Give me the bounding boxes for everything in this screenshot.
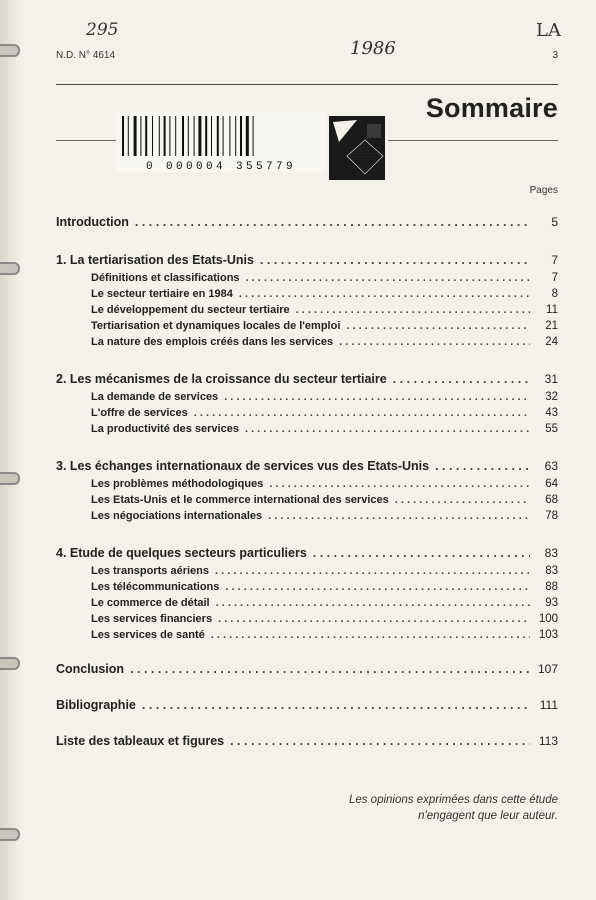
binder-ring	[0, 657, 20, 670]
toc-page-number: 68	[545, 494, 558, 506]
toc-page-number: 113	[538, 734, 558, 748]
toc-page-number: 7	[551, 272, 558, 284]
toc-page-number: 63	[544, 459, 558, 473]
toc-section[interactable]: Les problèmes méthodologiques . . . 64	[91, 478, 558, 490]
title-rule-left	[56, 140, 116, 141]
binder-ring	[0, 44, 20, 57]
toc-page-number: 32	[545, 391, 558, 403]
binder-ring	[0, 262, 20, 275]
barcode	[116, 112, 326, 172]
disclaimer-line-1: Les opinions exprimées dans cette étude	[348, 794, 558, 806]
disclaimer-line-2: n'engagent que leur auteur.	[418, 810, 558, 822]
handwritten-note-right: LA	[536, 20, 561, 41]
toc-section[interactable]: La demande de services . . . 32	[91, 391, 558, 403]
toc-page-number: 24	[545, 336, 558, 348]
toc-section[interactable]: Les négociations internationales . . . 78	[91, 510, 558, 522]
toc-page-number: 64	[545, 478, 558, 490]
toc-section[interactable]: Le secteur tertiaire en 1984 . . . 8	[91, 288, 558, 300]
toc-page-number: 83	[545, 565, 558, 577]
page-number: 3	[552, 50, 558, 61]
toc-page-number: 21	[545, 320, 558, 332]
header-rule	[56, 84, 558, 85]
toc-chapter-3[interactable]: 3. Les échanges internationaux de services vus des Etats-Unis . . . 63	[56, 459, 558, 473]
toc-chapter-2[interactable]: 2. Les mécanismes de la croissance du secteur tertiaire . . . 31	[56, 372, 558, 386]
publisher-logo	[329, 116, 385, 180]
binder-ring	[0, 828, 20, 841]
handwritten-note-top: 295	[86, 20, 119, 40]
toc-section[interactable]: Les Etats-Unis et le commerce international des services . . . 68	[91, 494, 558, 506]
toc-section[interactable]: La productivité des services . . . 55	[91, 423, 558, 435]
toc-page-number: 55	[545, 423, 558, 435]
toc-section[interactable]: Définitions et classifications . . . 7	[91, 272, 558, 284]
toc-section[interactable]: Le commerce de détail . . . 93	[91, 597, 558, 609]
toc-section[interactable]: Tertiarisation et dynamiques locales de l'emploi . . . 21	[91, 320, 558, 332]
toc-page-number: 78	[545, 510, 558, 522]
toc-entry-bibliographie[interactable]: Bibliographie . . . 111	[56, 698, 558, 712]
toc-page-number: 107	[537, 662, 558, 676]
disclaimer-note	[349, 792, 558, 824]
toc-page-number: 100	[538, 613, 558, 625]
toc-section[interactable]: Le développement du secteur tertiaire . . . 11	[91, 304, 558, 316]
page-title: Sommaire	[425, 93, 558, 123]
toc-entry-liste-tableaux[interactable]: Liste des tableaux et figures . . . 113	[56, 734, 558, 748]
pages-column-label: Pages	[529, 185, 558, 196]
toc-chapter-4[interactable]: 4. Etude de quelques secteurs particuliers . . . 83	[56, 546, 558, 560]
toc-section[interactable]: L'offre de services . . . 43	[91, 407, 558, 419]
title-rule-right	[388, 140, 558, 141]
toc-section[interactable]: Les services financiers . . . 100	[91, 613, 558, 625]
toc-section[interactable]: La nature des emplois créés dans les services . . . 24	[91, 336, 558, 348]
toc-page-number: 83	[544, 546, 558, 560]
toc-page-number: 5	[551, 215, 558, 229]
toc-page-number: 8	[551, 288, 558, 300]
toc-page-number: 7	[551, 253, 558, 267]
toc-chapter-1[interactable]: 1. La tertiarisation des Etats-Unis . . . 7	[56, 253, 558, 267]
toc-page-number: 43	[545, 407, 558, 419]
toc-page-number: 93	[545, 597, 558, 609]
toc-section[interactable]: Les services de santé . . . 103	[91, 629, 558, 641]
toc-entry-conclusion[interactable]: Conclusion . . . 107	[56, 662, 558, 676]
toc-page-number: 111	[539, 698, 558, 712]
handwritten-year: 1986	[350, 38, 396, 59]
binding-edge	[0, 0, 22, 900]
barcode-number: 0 000004 355779	[145, 161, 297, 172]
toc-page-number: 31	[544, 372, 558, 386]
toc-page-number: 11	[546, 304, 558, 316]
document-reference: N.D. N° 4614	[56, 50, 116, 61]
toc-section[interactable]: Les télécommunications . . . 88	[91, 581, 558, 593]
toc-page-number: 103	[538, 629, 558, 641]
toc-entry-introduction[interactable]: Introduction . . . 5	[56, 215, 558, 229]
binder-ring	[0, 472, 20, 485]
toc-section[interactable]: Les transports aériens . . . 83	[91, 565, 558, 577]
toc-page-number: 88	[545, 581, 558, 593]
